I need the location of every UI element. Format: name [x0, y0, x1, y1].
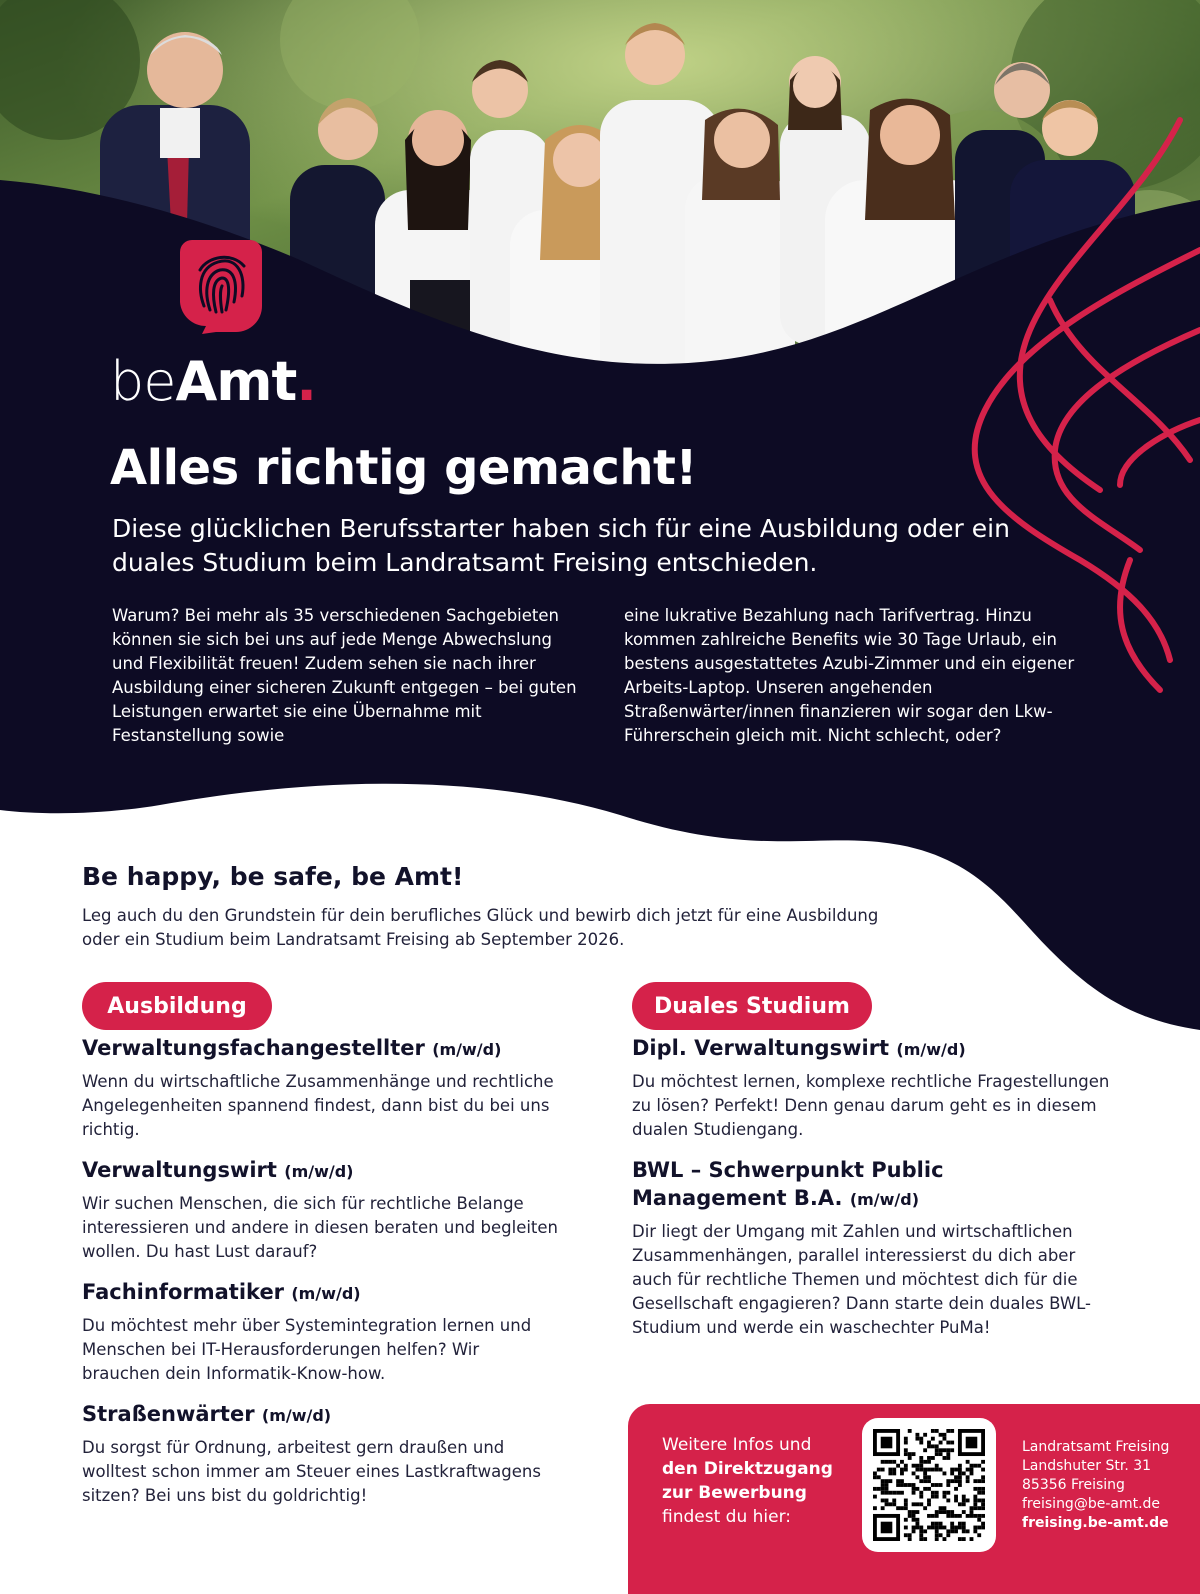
- brand-wordmark: [110, 350, 316, 413]
- job-description: Du möchtest lernen, komplexe rechtliche Fragestellungen zu lösen? Perfekt! Denn genau darum geht es in diesem dualen Studiengang.: [632, 1072, 1110, 1139]
- job-dipl-verwaltungswirt: [632, 1034, 1122, 1142]
- slogan: Be happy, be safe, be Amt!: [82, 862, 464, 891]
- info-line-1: Weitere Infos und: [662, 1435, 812, 1455]
- intro-column-1: Warum? Bei mehr als 35 verschiedenen Sachgebieten können sie sich bei uns auf jede Menge Abwechslung und Flexibilität freuen! Zudem sehen sie nach ihrer Ausbildung einer sicheren Zukunft entgegen – bei guten Leistungen erwartet sie eine Übernahme mit Festanstellung sowie: [112, 606, 577, 745]
- info-text: [662, 1433, 862, 1529]
- studium-pill: Duales Studium: [632, 982, 872, 1030]
- fingerprint-logo-icon: [180, 240, 262, 334]
- job-verwaltungsfachangestellter: [82, 1034, 562, 1142]
- job-title: Verwaltungswirt: [82, 1158, 277, 1182]
- job-tag: (m/w/d): [896, 1040, 966, 1059]
- contact-email[interactable]: freising@be-amt.de: [1022, 1496, 1161, 1512]
- brand-prefix: be: [110, 350, 176, 413]
- job-bwl-public-management: [632, 1156, 1112, 1340]
- job-verwaltungswirt: [82, 1156, 562, 1264]
- info-line-4: findest du hier:: [662, 1507, 792, 1527]
- job-fachinformatiker: [82, 1278, 562, 1386]
- job-description: Wenn du wirtschaftliche Zusammenhänge und rechtliche Angelegenheiten spannend findest, dann bist du bei uns richtig.: [82, 1072, 554, 1139]
- ausbildung-pill: Ausbildung: [82, 982, 272, 1030]
- job-title: Dipl. Verwaltungswirt: [632, 1036, 890, 1060]
- contact-street: Landshuter Str. 31: [1022, 1458, 1152, 1474]
- job-description: Dir liegt der Umgang mit Zahlen und wirtschaftlichen Zusammenhängen, parallel interessierst du dich aber auch für rechtliche Themen und möchtest dich für die Gesellschaft engagieren? Dann starte dein duales BWL-Studium und werde ein waschechter PuMa!: [632, 1222, 1091, 1337]
- qr-code-icon[interactable]: [862, 1418, 996, 1552]
- lead-text: Leg auch du den Grundstein für dein berufliches Glück und bewirb dich jetzt für eine Ausbildung oder ein Studium beim Landratsamt Freising ab September 2026.: [82, 906, 879, 949]
- info-line-2: den Direktzugang: [662, 1459, 833, 1479]
- job-description: Du sorgst für Ordnung, arbeitest gern draußen und wolltest schon immer am Steuer eines Lastkraftwagens sitzen? Bei uns bist du goldrichtig!: [82, 1438, 541, 1505]
- contact-website-link[interactable]: freising.be-amt.de: [1022, 1515, 1169, 1531]
- job-title: Fachinformatiker: [82, 1280, 285, 1304]
- job-title: Verwaltungsfachangestellter: [82, 1036, 425, 1060]
- contact-city: 85356 Freising: [1022, 1477, 1125, 1493]
- job-tag: (m/w/d): [432, 1040, 502, 1059]
- headline: Alles richtig gemacht!: [110, 440, 697, 496]
- job-tag: (m/w/d): [261, 1406, 332, 1425]
- info-line-3: zur Bewerbung: [662, 1483, 807, 1503]
- job-tag: (m/w/d): [291, 1284, 361, 1303]
- job-title: Straßenwärter: [82, 1402, 255, 1426]
- job-strassenwaerter: [82, 1400, 562, 1508]
- intro-column-2: eine lukrative Bezahlung nach Tarifvertrag. Hinzu kommen zahlreiche Benefits wie 30 Tage Urlaub, ein bestens ausgestattetes Azubi-Zimmer und ein eigener Arbeits-Laptop. Unseren angehenden Straßenwärter/innen finanzieren wir sogar den Lkw-Führerschein gleich mit. Nicht schlecht, oder?: [624, 606, 1075, 745]
- job-tag: (m/w/d): [849, 1190, 920, 1209]
- brand-name: Amt: [175, 350, 297, 413]
- contact-org: Landratsamt Freising: [1022, 1439, 1170, 1455]
- job-description: Wir suchen Menschen, die sich für rechtliche Belange interessieren und andere in diesen beraten und begleiten wollen. Du hast Lust darauf?: [82, 1194, 559, 1261]
- qr-code-graphic: [873, 1429, 985, 1541]
- contact-block: [1022, 1438, 1169, 1533]
- job-description: Du möchtest mehr über Systemintegration lernen und Menschen bei IT-Herausforderungen helfen? Wir brauchen dein Informatik-Know-how.: [82, 1316, 532, 1383]
- subline: Diese glücklichen Berufsstarter haben sich für eine Ausbildung oder ein duales Studium beim Landratsamt Freising entschieden.: [112, 514, 1010, 577]
- job-tag: (m/w/d): [284, 1162, 354, 1181]
- job-title: BWL – Schwerpunkt Public Management B.A.: [632, 1158, 944, 1210]
- brand-dot: .: [296, 350, 316, 413]
